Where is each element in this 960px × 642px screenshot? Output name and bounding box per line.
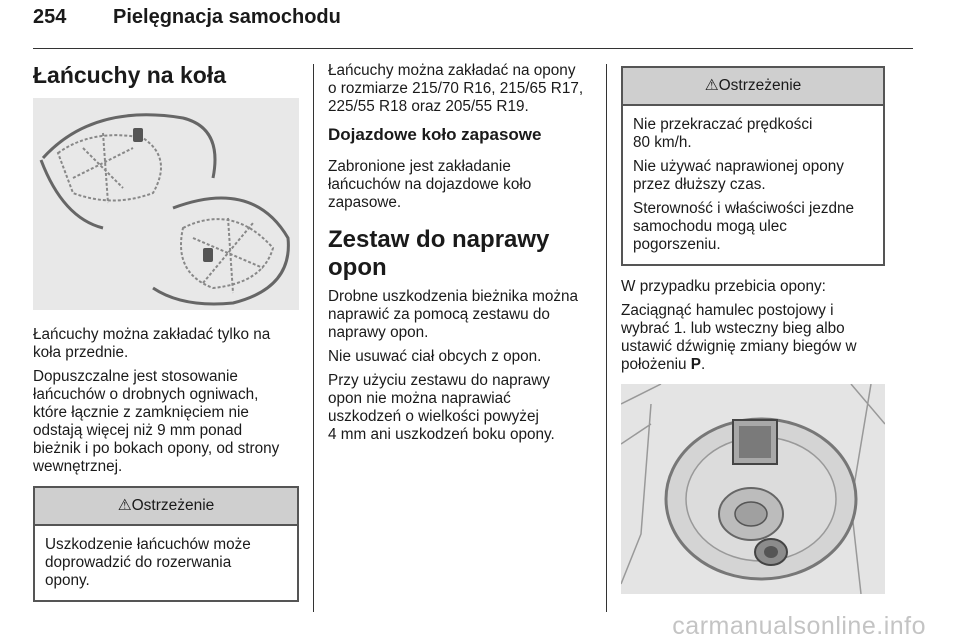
column-3 bbox=[621, 66, 885, 594]
warning-box-chains bbox=[33, 486, 299, 602]
subheading-spare-wheel: Dojazdowe koło zapasowe bbox=[328, 125, 542, 144]
warning-triangle-icon: ⚠ bbox=[704, 77, 719, 94]
warning-item: Sterowność i właściwości jezdne samochodu mogą ulec pogorszeniu. bbox=[633, 200, 855, 253]
page-header bbox=[33, 6, 913, 46]
column-2 bbox=[328, 62, 596, 450]
foreign-objects-text: Nie usuwać ciał obcych z opon. bbox=[328, 348, 542, 365]
page-title: Pielęgnacja samochodu bbox=[113, 6, 341, 28]
column-divider-2 bbox=[606, 64, 607, 612]
chains-front-wheels-text: Łańcuchy można zakładać tylko na koła przednie. bbox=[33, 326, 271, 361]
warning-item: Nie używać naprawionej opony przez dłuższy czas. bbox=[633, 158, 844, 193]
page-number: 254 bbox=[33, 6, 67, 28]
watermark: carmanualsonline.info bbox=[672, 612, 926, 640]
warning-title: Ostrzeżenie bbox=[718, 77, 802, 94]
puncture-intro-text: W przypadku przebicia opony: bbox=[621, 278, 826, 295]
chain-tyre-sizes-text: Łańcuchy można zakładać na opony o rozmiarze 215/70 R16, 215/65 R17, 225/55 R18 oraz 205/55 R19. bbox=[328, 62, 584, 115]
column-1 bbox=[33, 62, 299, 602]
warning-item: Nie przekraczać prędkości 80 km/h. bbox=[633, 116, 813, 151]
section-title-chains: Łańcuchy na koła bbox=[33, 62, 227, 88]
header-rule bbox=[33, 48, 913, 49]
spare-wheel-text: Zabronione jest zakładanie łańcuchów na dojazdowe koło zapasowe. bbox=[328, 158, 532, 211]
warning-body bbox=[35, 526, 297, 600]
parking-brake-text: Zaciągnąć hamulec postojowy i wybrać 1. lub wsteczny bieg albo ustawić dźwignię zmiany biegów w położeniu P. bbox=[621, 302, 857, 373]
warning-box-repair bbox=[621, 66, 885, 266]
repair-kit-intro-text: Drobne uszkodzenia bieżnika można naprawić za pomocą zestawu do naprawy opon. bbox=[328, 288, 578, 341]
gear-position-p: P bbox=[690, 356, 701, 373]
warning-title: Ostrzeżenie bbox=[131, 497, 215, 514]
snow-chains-drawing bbox=[33, 98, 299, 310]
column-divider-1 bbox=[313, 64, 314, 612]
chains-allowed-text: Dopuszczalne jest stosowanie łańcuchów o drobnych ogniwach, które łącznie z zamknięciem nie odstają więcej niż 9 mm ponad bieżnik i po bokach opony, od strony wewnętrznej. bbox=[33, 368, 280, 475]
warning-header bbox=[623, 68, 883, 106]
warning-triangle-icon: ⚠ bbox=[117, 497, 132, 514]
warning-header bbox=[35, 488, 297, 526]
section-title-repair-kit: Zestaw do naprawy opon bbox=[328, 226, 550, 281]
warning-body bbox=[623, 106, 883, 264]
repair-limits-text: Przy użyciu zestawu do naprawy opon nie można naprawiać uszkodzeń o wielkości powyżej 4 mm ani uszkodzeń boku opony. bbox=[328, 372, 555, 443]
spare-well-drawing bbox=[621, 384, 885, 594]
warning-text: Uszkodzenie łańcuchów może doprowadzić do rozerwania opony. bbox=[45, 536, 251, 589]
snow-chains-illustration bbox=[33, 98, 299, 310]
repair-kit-illustration bbox=[621, 384, 885, 594]
